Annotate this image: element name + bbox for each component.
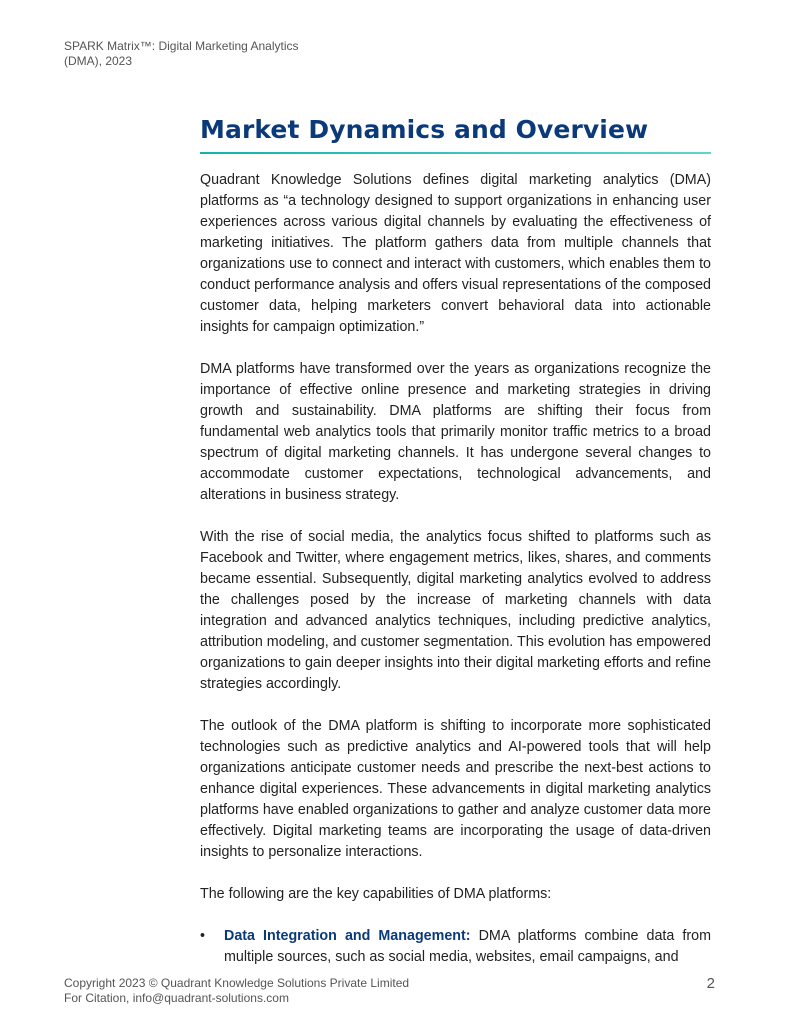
running-header [64, 39, 324, 68]
paragraph-capabilities-intro: The following are the key capabilities of DMA platforms: [200, 886, 552, 902]
citation-text: For Citation, info@quadrant-solutions.com [64, 990, 289, 1005]
copyright-text: Copyright 2023 © Quadrant Knowledge Solutions Private Limited [64, 976, 410, 990]
capabilities-list [200, 926, 711, 968]
paragraph-social-media: With the rise of social media, the analytics focus shifted to platforms such as Facebook and Twitter, where engagement metrics, likes, shares, and comments became essential. Subsequently, digital marketing analytics evolved to address the challenges posed by the increase of marketing channels with data integration and advanced analytics techniques, including predictive analytics, attribution modeling, and customer segmentation. This evolution has empowered organizations to gain deeper insights into their digital marketing efforts and refine strategies accordingly. [200, 529, 711, 692]
page-number: 2 [706, 975, 715, 992]
capability-term: Data Integration and Management: [224, 928, 471, 944]
bullet-icon: • [200, 928, 206, 944]
list-item [200, 926, 711, 968]
paragraph-evolution: DMA platforms have transformed over the years as organizations recognize the importance of effective online presence and marketing strategies in driving growth and sustainability. DMA platforms are shifting their focus from fundamental web analytics tools that primarily monitor traffic metrics to a broad spectrum of digital marketing channels. It has undergone several changes to accommodate customer expectations, technological advancements, and alterations in business strategy. [200, 361, 711, 503]
capability-description: DMA platforms combine data from multiple sources, such as social media, websites, email campaigns, and [224, 928, 711, 965]
paragraph-definition: Quadrant Knowledge Solutions defines digital marketing analytics (DMA) platforms as “a technology designed to support organizations in enhancing user experiences across various digital channels by evaluating the effectiveness of marketing initiatives. The platform gathers data from multiple channels that organizations use to connect and interact with customers, which enables them to conduct performance analysis and offers visual representations of the composed customer data, helping marketers convert behavioral data into actionable insights for campaign optimization.” [200, 172, 711, 335]
page-footer [64, 976, 484, 1005]
main-content [200, 112, 711, 968]
title-underline [200, 152, 711, 154]
section-title: Market Dynamics and Overview [200, 115, 649, 144]
paragraph-outlook: The outlook of the DMA platform is shifting to incorporate more sophisticated technologies such as predictive analytics and AI-powered tools that will help organizations anticipate customer needs and prescribe the next-best actions to enhance digital experiences. These advancements in digital marketing analytics platforms have enabled organizations to gather and analyze customer data more effectively. Digital marketing teams are incorporating the usage of data-driven insights to personalize interactions. [200, 718, 711, 860]
report-title: SPARK Matrix™: Digital Marketing Analytics (DMA), 2023 [64, 39, 299, 68]
